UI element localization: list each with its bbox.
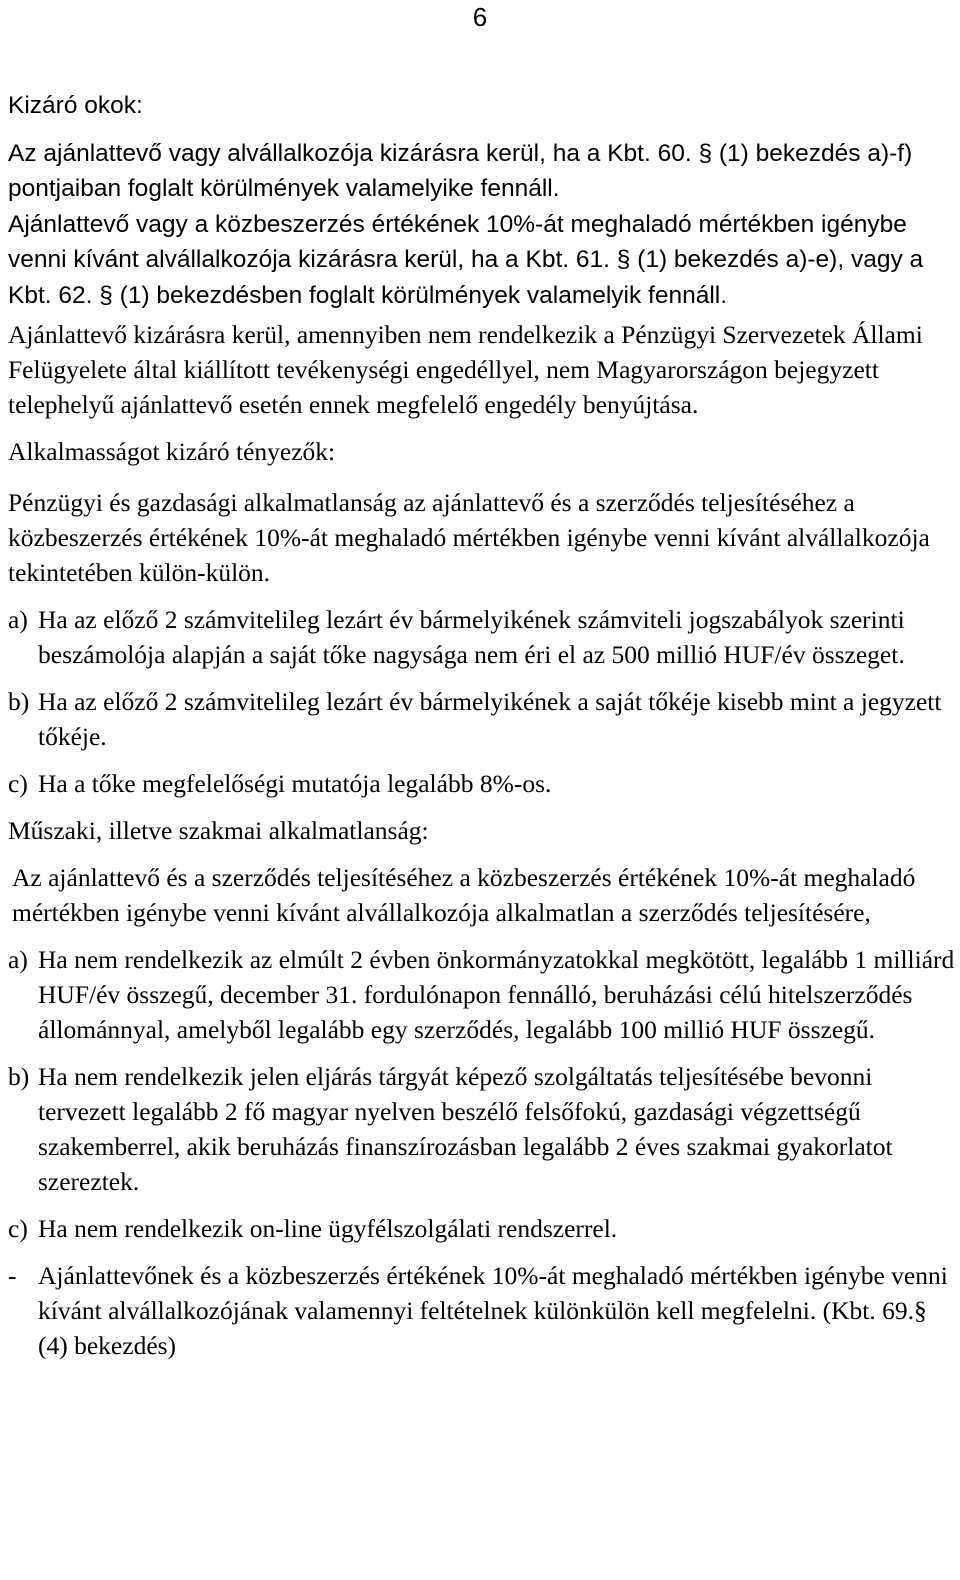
list-marker: b)	[8, 687, 30, 716]
financial-item-a	[8, 602, 956, 672]
list-item-text: Ha nem rendelkezik on-line ügyfélszolgálati rendszerrel.	[38, 1214, 618, 1243]
technical-item-b	[8, 1059, 956, 1199]
list-marker: -	[8, 1261, 17, 1290]
heading-suitability-factors: Alkalmasságot kizáró tényezők:	[8, 437, 336, 466]
paragraph-exclusion-1: Az ajánlattevő vagy alvállalkozója kizárásra kerül, ha a Kbt. 60. § (1) bekezdés a)-f) pontjaiban foglalt körülmények valamelyike fennáll.	[8, 139, 913, 202]
page-number: 6	[472, 2, 488, 32]
list-item-text: Ajánlattevőnek és a közbeszerzés értékének 10%-át meghaladó mértékben igénybe venni kívánt alvállalkozójának valamennyi feltételnek különkülön kell megfelelni. (Kbt. 69.§ (4) bekezdés)	[38, 1261, 948, 1360]
paragraph-exclusion-2: Ajánlattevő vagy a közbeszerzés értékének 10%-át meghaladó mértékben igénybe venni kívánt alvállalkozója kizárásra kerül, ha a Kbt. 61. § (1) bekezdés a)-e), vagy a Kbt. 62. § (1) bekezdésben foglalt körülmények valamelyik fennáll.	[8, 210, 924, 309]
list-marker: c)	[8, 1214, 28, 1243]
financial-item-b	[8, 684, 956, 754]
list-item-text: Ha a tőke megfelelőségi mutatója legalább 8%-os.	[38, 769, 552, 798]
list-marker: a)	[8, 605, 28, 634]
paragraph-financial-unsuitability: Pénzügyi és gazdasági alkalmatlanság az ajánlattevő és a szerződés teljesítéséhez a közbeszerzés értékének 10%-át meghaladó mértékben igénybe venni kívánt alvállalkozója tekintetében külön-külön.	[8, 488, 930, 587]
document-body	[8, 88, 956, 1363]
paragraph-technical-unsuitability: Az ajánlattevő és a szerződés teljesítéséhez a közbeszerzés értékének 10%-át meghaladó mértékben igénybe venni kívánt alvállalkozója alkalmatlan a szerződés teljesítésére,	[12, 863, 916, 927]
list-marker: c)	[8, 769, 28, 798]
heading-exclusion-grounds: Kizáró okok:	[8, 92, 143, 119]
technical-item-a	[8, 942, 956, 1047]
list-marker: a)	[8, 945, 28, 974]
heading-technical-unsuitability: Műszaki, illetve szakmai alkalmatlanság:	[8, 816, 429, 845]
financial-item-c	[8, 766, 956, 801]
list-item-text: Ha az előző 2 számvitelileg lezárt év bármelyikének a saját tőkéje kisebb mint a jegyzett tőkéje.	[38, 687, 942, 751]
list-marker: b)	[8, 1062, 30, 1091]
technical-item-c	[8, 1211, 956, 1246]
list-item-text: Ha az előző 2 számvitelileg lezárt év bármelyikének számviteli jogszabályok szerinti beszámolója alapján a saját tőke nagysága nem éri el az 500 millió HUF/év összeget.	[38, 605, 905, 669]
paragraph-exclusion-3: Ajánlattevő kizárásra kerül, amennyiben nem rendelkezik a Pénzügyi Szervezetek Állami Felügyelete által kiállított tevékenységi engedéllyel, nem Magyarországon bejegyzett telephelyű ajánlattevő esetén ennek megfelelő engedély benyújtása.	[8, 320, 923, 419]
list-item-text: Ha nem rendelkezik jelen eljárás tárgyát képező szolgáltatás teljesítésébe bevonni tervezett legalább 2 fő magyar nyelven beszélő felsőfokú, gazdasági végzettségű szakemberrel, akik beruházás finanszírozásban legalább 2 éves szakmai gyakorlatot szereztek.	[38, 1062, 893, 1196]
list-item-text: Ha nem rendelkezik az elmúlt 2 évben önkormányzatokkal megkötött, legalább 1 milliárd HUF/év összegű, december 31. fordulónapon fennálló, beruházási célú hitelszerződés állománnyal, amelyből legalább egy szerződés, legalább 100 millió HUF összegű.	[38, 945, 955, 1044]
technical-item-dash	[8, 1258, 956, 1363]
